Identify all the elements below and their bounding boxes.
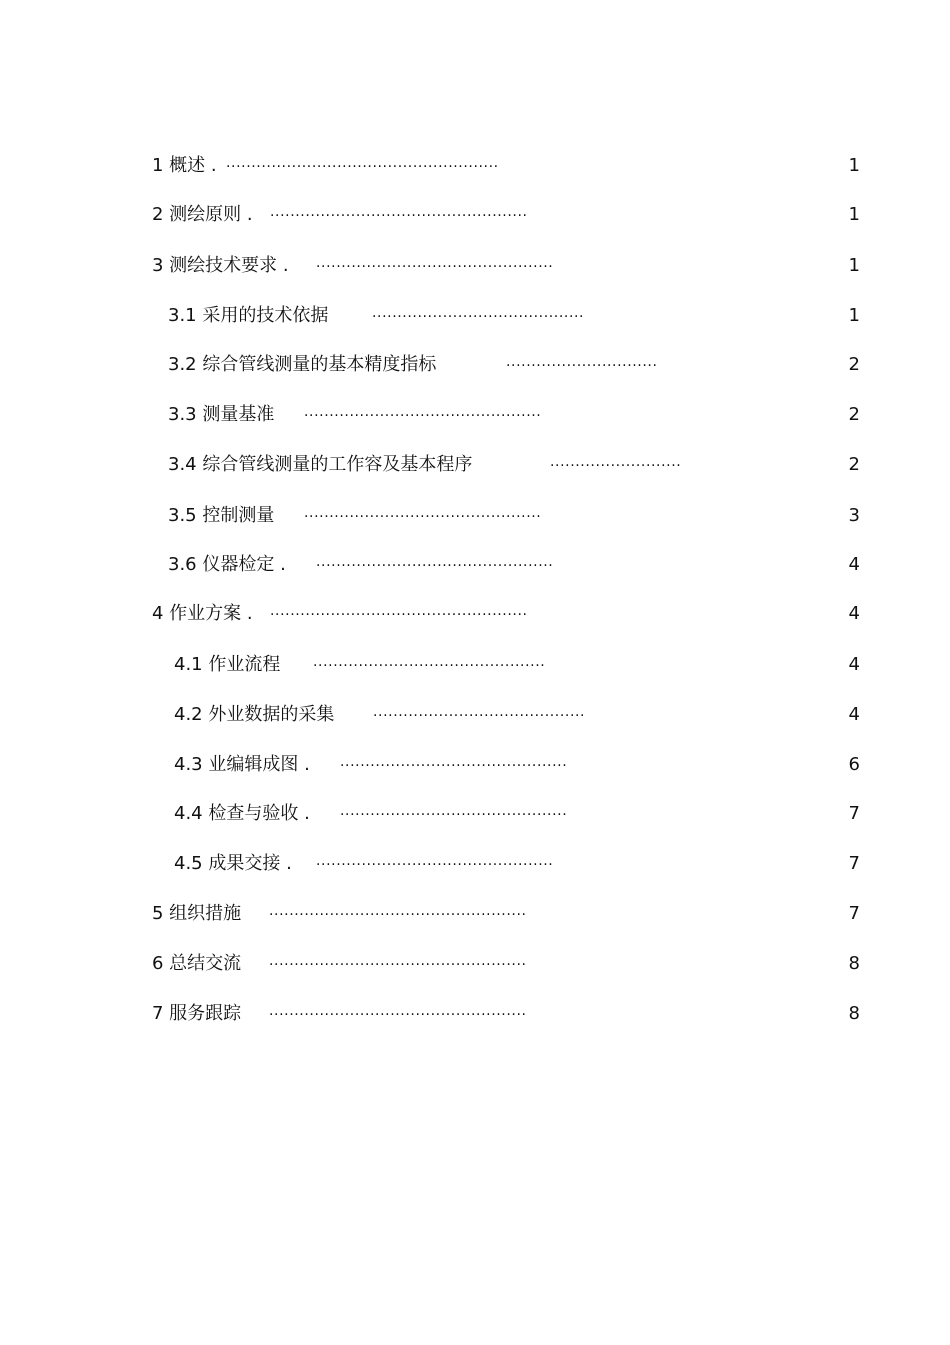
toc-dot-leader: ................................................... — [269, 903, 527, 919]
toc-dot-leader: .............................. — [506, 354, 658, 370]
toc-entry-title: 6 总结交流 — [152, 953, 242, 974]
toc-entry-title: 3.1 采用的技术依据 — [168, 305, 329, 326]
toc-page-number: 7 — [848, 803, 860, 824]
toc-page-number: 6 — [848, 754, 860, 775]
toc-entry-title: 3.3 测量基准 — [168, 404, 275, 425]
toc-page-number: 4 — [848, 603, 860, 624]
toc-page-number: 1 — [848, 255, 860, 276]
toc-entry-title: 3.2 综合管线测量的基本精度指标 — [168, 354, 437, 375]
toc-entry-4-3[interactable] — [0, 750, 950, 780]
toc-entry-4-4[interactable] — [0, 799, 950, 829]
toc-entry-4-5[interactable] — [0, 849, 950, 879]
toc-entry-4[interactable] — [0, 599, 950, 629]
toc-entry-3-3[interactable] — [0, 400, 950, 430]
toc-page-number: 3 — [848, 505, 860, 526]
toc-entry-1[interactable] — [0, 151, 950, 181]
toc-page-number: 4 — [848, 554, 860, 575]
toc-dot-leader: ............................................. — [340, 803, 568, 819]
toc-entry-title: 4.3 业编辑成图 . — [174, 754, 310, 775]
toc-page-number: 1 — [848, 204, 860, 225]
toc-page-number: 8 — [848, 953, 860, 974]
toc-dot-leader: ............................................... — [304, 404, 542, 420]
toc-page-number: 1 — [848, 155, 860, 176]
toc-entry-3-6[interactable] — [0, 550, 950, 580]
toc-page-number: 4 — [848, 654, 860, 675]
toc-dot-leader: ............................................. — [340, 754, 568, 770]
toc-entry-3-5[interactable] — [0, 501, 950, 531]
toc-entry-title: 5 组织措施 — [152, 903, 242, 924]
toc-entry-2[interactable] — [0, 200, 950, 230]
toc-page-number: 7 — [848, 853, 860, 874]
toc-entry-title: 4.4 检查与验收 . — [174, 803, 310, 824]
toc-entry-title: 3.4 综合管线测量的工作容及基本程序 — [168, 454, 473, 475]
toc-entry-3-1[interactable] — [0, 301, 950, 331]
toc-dot-leader: ................................................... — [270, 204, 528, 220]
toc-entry-title: 4.2 外业数据的采集 — [174, 704, 335, 725]
toc-entry-3-2[interactable] — [0, 350, 950, 380]
toc-page-number: 8 — [848, 1003, 860, 1024]
toc-entry-title: 3.6 仪器检定 . — [168, 554, 286, 575]
toc-dot-leader: ................................................... — [270, 603, 528, 619]
toc-entry-7[interactable] — [0, 999, 950, 1029]
toc-page-number: 2 — [848, 404, 860, 425]
toc-dot-leader: .......................... — [550, 454, 682, 470]
toc-dot-leader: ................................................... — [269, 1003, 527, 1019]
toc-entry-title: 3.5 控制测量 — [168, 505, 275, 526]
toc-entry-title: 4 作业方案 . — [152, 603, 253, 624]
toc-page-number: 2 — [848, 454, 860, 475]
toc-entry-3[interactable] — [0, 251, 950, 281]
toc-entry-5[interactable] — [0, 899, 950, 929]
toc-page-number: 7 — [848, 903, 860, 924]
toc-page-number: 4 — [848, 704, 860, 725]
toc-dot-leader: .......................................... — [373, 704, 586, 720]
toc-entry-4-2[interactable] — [0, 700, 950, 730]
toc-entry-6[interactable] — [0, 949, 950, 979]
toc-dot-leader: .......................................... — [372, 305, 585, 321]
toc-dot-leader: ............................................... — [316, 255, 554, 271]
toc-page-number: 2 — [848, 354, 860, 375]
toc-dot-leader: ...................................................... — [226, 155, 499, 171]
toc-entry-title: 4.1 作业流程 — [174, 654, 281, 675]
toc-entry-title: 2 测绘原则 . — [152, 204, 253, 225]
toc-dot-leader: ............................................... — [316, 853, 554, 869]
toc-entry-title: 3 测绘技术要求 . — [152, 255, 289, 276]
toc-dot-leader: ................................................... — [269, 953, 527, 969]
toc-entry-3-4[interactable] — [0, 450, 950, 480]
toc-entry-4-1[interactable] — [0, 650, 950, 680]
toc-entry-title: 1 概述 . — [152, 155, 217, 176]
toc-entry-title: 7 服务跟踪 — [152, 1003, 242, 1024]
toc-entry-title: 4.5 成果交接 . — [174, 853, 292, 874]
toc-dot-leader: ............................................... — [304, 505, 542, 521]
toc-dot-leader: .............................................. — [313, 654, 546, 670]
toc-page-number: 1 — [848, 305, 860, 326]
toc-dot-leader: ............................................... — [316, 554, 554, 570]
